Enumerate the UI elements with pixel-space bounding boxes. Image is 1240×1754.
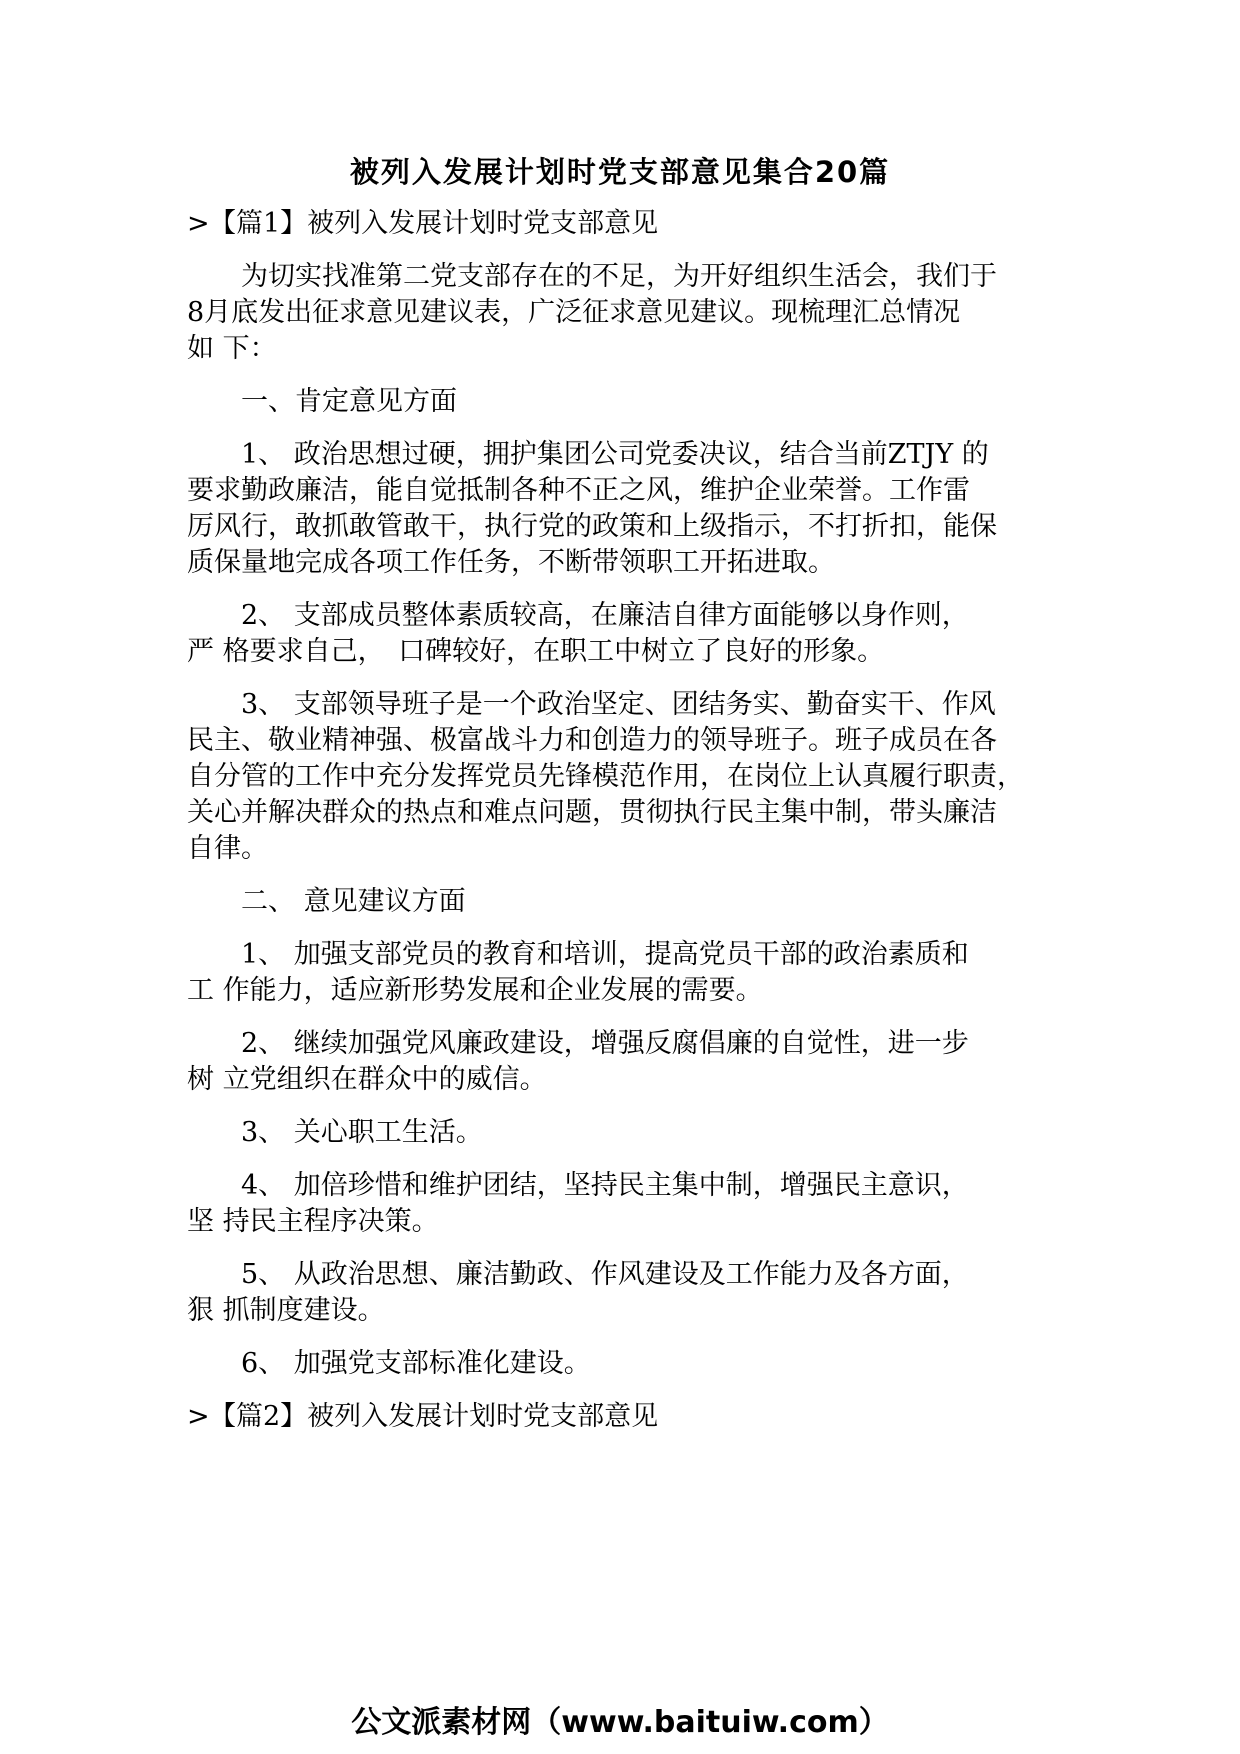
section-heading-2 [187,1399,1067,1435]
paragraph-line: 5、 从政治思想、廉洁勤政、作风建设及工作能力及各方面， [187,1259,969,1290]
paragraph-line: 要求勤政廉洁，能自觉抵制各种不正之风，维护企业荣誉。工作雷 [187,475,970,506]
paragraph-line: 严 格要求自己， 口碑较好，在职工中树立了良好的形象。 [187,636,885,667]
section-heading-1 [187,206,1067,242]
paragraph [187,1168,1067,1240]
paragraph-list [187,259,1067,1382]
paragraph-line: 一、肯定意见方面 [187,386,457,417]
paragraph-line: 3、 支部领导班子是一个政治坚定、团结务实、勤奋实干、作风 [187,689,996,720]
paragraph-line: 狠 抓制度建设。 [187,1295,385,1326]
footer-watermark: 公文派素材网（www.baituiw.com） [351,1705,889,1740]
paragraph-line: 坚 持民主程序决策。 [187,1206,439,1237]
paragraph [187,437,1067,581]
paragraph [187,259,1067,367]
paragraph-line: 厉风行，敢抓敢管敢干，执行党的政策和上级指示，不打折扣，能保 [187,511,997,542]
paragraph-line: 二、 意见建议方面 [187,886,466,917]
paragraph [187,1115,1067,1151]
paragraph [187,687,1067,867]
paragraph [187,1346,1067,1382]
chevron-right-icon: > [187,208,210,239]
paragraph-line: 1、 加强支部党员的教育和培训，提高党员干部的政治素质和 [187,939,969,970]
paragraph-line: 2、 继续加强党风廉政建设，增强反腐倡廉的自觉性，进一步 [187,1028,969,1059]
paragraph-line: 工 作能力，适应新形势发展和企业发展的需要。 [187,975,763,1006]
paragraph [187,884,1067,920]
paragraph-line: 4、 加倍珍惜和维护团结，坚持民主集中制，增强民主意识， [187,1170,969,1201]
document-title: 被列入发展计划时党支部意见集合20篇 [349,155,891,189]
paragraph-line: 8月底发出征求意见建议表，广泛征求意见建议。现梳理汇总情况 [187,297,961,328]
paragraph-line: 6、 加强党支部标准化建设。 [187,1348,591,1379]
paragraph-line: 民主、敬业精神强、极富战斗力和创造力的领导班子。班子成员在各 [187,725,997,756]
paragraph-line: 质保量地完成各项工作任务，不断带领职工开拓进取。 [187,547,835,578]
paragraph-line: 3、 关心职工生活。 [187,1117,483,1148]
section-heading-label: 【篇2】被列入发展计划时党支部意见 [209,1401,659,1432]
paragraph-line: 1、 政治思想过硬，拥护集团公司党委决议，结合当前ZTJY 的 [187,439,989,470]
paragraph-line: 为切实找准第二党支部存在的不足，为开好组织生活会，我们于 [187,261,997,292]
paragraph-line: 树 立党组织在群众中的威信。 [187,1064,547,1095]
paragraph [187,384,1067,420]
paragraph-line: 关心并解决群众的热点和难点问题，贯彻执行民主集中制，带头廉洁 [187,797,997,828]
paragraph-line: 2、 支部成员整体素质较高，在廉洁自律方面能够以身作则， [187,600,969,631]
paragraph-line: 自律。 [187,833,268,864]
paragraph [187,937,1067,1009]
section-heading-label: 【篇1】被列入发展计划时党支部意见 [209,208,659,239]
paragraph [187,1026,1067,1098]
document-body [187,206,1067,1452]
paragraph [187,1257,1067,1329]
chevron-right-icon: > [187,1401,210,1432]
paragraph-line: 如 下： [187,333,277,364]
paragraph-line: 自分管的工作中充分发挥党员先锋模范作用，在岗位上认真履行职责， [187,761,1024,792]
paragraph [187,598,1067,670]
